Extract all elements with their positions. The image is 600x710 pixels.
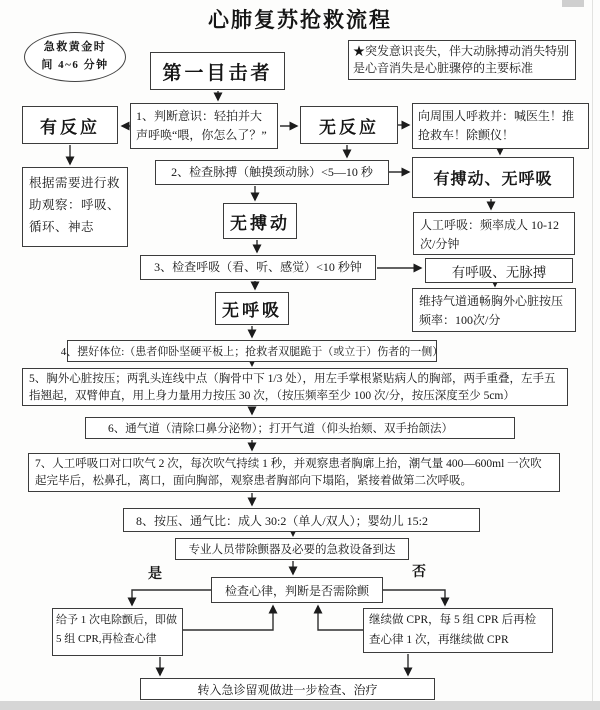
node-step7-mouth-to-mouth: 7、人工呼吸口对口吹气 2 次，每次吹气持续 1 秒，并观察患者胸廓上抬，潮气量 400—600ml 一次吹起完毕后，松鼻孔，离口，面向胸部，观察患者胸部向下塌陷，紧接着做第二次呼吸。 xyxy=(28,453,560,492)
node-check-pulse: 2、检查脉搏（触摸颈动脉）<5—10 秒 xyxy=(155,160,389,185)
node-no-response: 无反应 xyxy=(300,106,398,144)
node-transfer-to-er: 转入急诊留观做进一步检查、治疗 xyxy=(140,678,435,700)
node-defibrillator-arrival: 专业人员带除颤器及必要的急救设备到达 xyxy=(175,538,409,560)
branch-label-no: 否 xyxy=(412,565,426,580)
node-check-rhythm: 检查心律，判断是否需除颤 xyxy=(211,577,383,603)
node-step5-chest-compression: 5、胸外心脏按压；两乳头连线中点（胸骨中下 1/3 处），用左手掌根紧贴病人的胸部，两手重叠，左手五指翘起，双臂伸直，用上身力量用力按压 30 次，（按压频率至少 100 次/分，按压深度至少 5cm） xyxy=(22,368,568,406)
bottom-gray-strip xyxy=(0,701,600,710)
node-check-breathing: 3、检查呼吸（看、听、感觉）<10 秒钟 xyxy=(140,255,376,280)
node-observe-as-needed: 根据需要进行救助观察：呼吸、循环、神志 xyxy=(22,167,128,247)
badge-line2: 间 4~6 分钟 xyxy=(41,59,109,71)
node-maintain-airway: 维持气道通畅胸外心脏按压频率：100次/分 xyxy=(412,288,576,332)
node-no-breath: 无呼吸 xyxy=(215,292,289,325)
right-edge-line xyxy=(592,0,593,701)
page-title: 心肺复苏抢救流程 xyxy=(208,8,392,32)
node-call-for-help: 向周围人呼救并：喊医生！推抢救车！除颤仪！ xyxy=(412,103,589,149)
node-step8-compression-ventilation-ratio: 8、按压、通气比：成人 30:2（单人/双人）；婴幼儿 15:2 xyxy=(123,508,480,532)
node-deliver-shock: 给予 1 次电除颤后，即做 5 组 CPR,再检查心律 xyxy=(52,608,183,656)
golden-time-badge xyxy=(24,32,126,82)
badge-line1: 急救黄金时 xyxy=(43,41,107,54)
node-no-pulse: 无搏动 xyxy=(223,203,297,239)
node-continue-cpr: 继续做 CPR，每 5 组 CPR 后再检查心律 1 次，再继续做 CPR xyxy=(363,608,553,653)
node-rescue-breathing: 人工呼吸：频率成人 10-12 次/分钟 xyxy=(413,212,575,255)
scrollbar-artifact xyxy=(562,0,584,7)
note-cardiac-arrest-criteria: ★突发意识丧失，伴大动脉搏动消失特别是心音消失是心脏骤停的主要标准 xyxy=(348,40,576,80)
node-pulse-no-breath: 有搏动、无呼吸 xyxy=(412,157,574,198)
node-first-witness: 第一目击者 xyxy=(150,52,285,90)
node-step6-open-airway: 6、通气道（清除口鼻分泌物）；打开气道（仰头抬颏、双手抬颌法） xyxy=(85,417,515,439)
branch-label-yes: 是 xyxy=(148,567,162,582)
node-has-response: 有反应 xyxy=(22,106,118,144)
node-breath-no-pulse: 有呼吸、无脉搏 xyxy=(425,258,573,283)
node-step4-position: 4、摆好体位:（患者仰卧坚硬平板上；抢救者双腿跪于（或立于）伤者的一侧） xyxy=(67,340,437,362)
node-judge-consciousness: 1、判断意识：轻拍并大声呼唤“喂，你怎么了？” xyxy=(130,103,278,149)
